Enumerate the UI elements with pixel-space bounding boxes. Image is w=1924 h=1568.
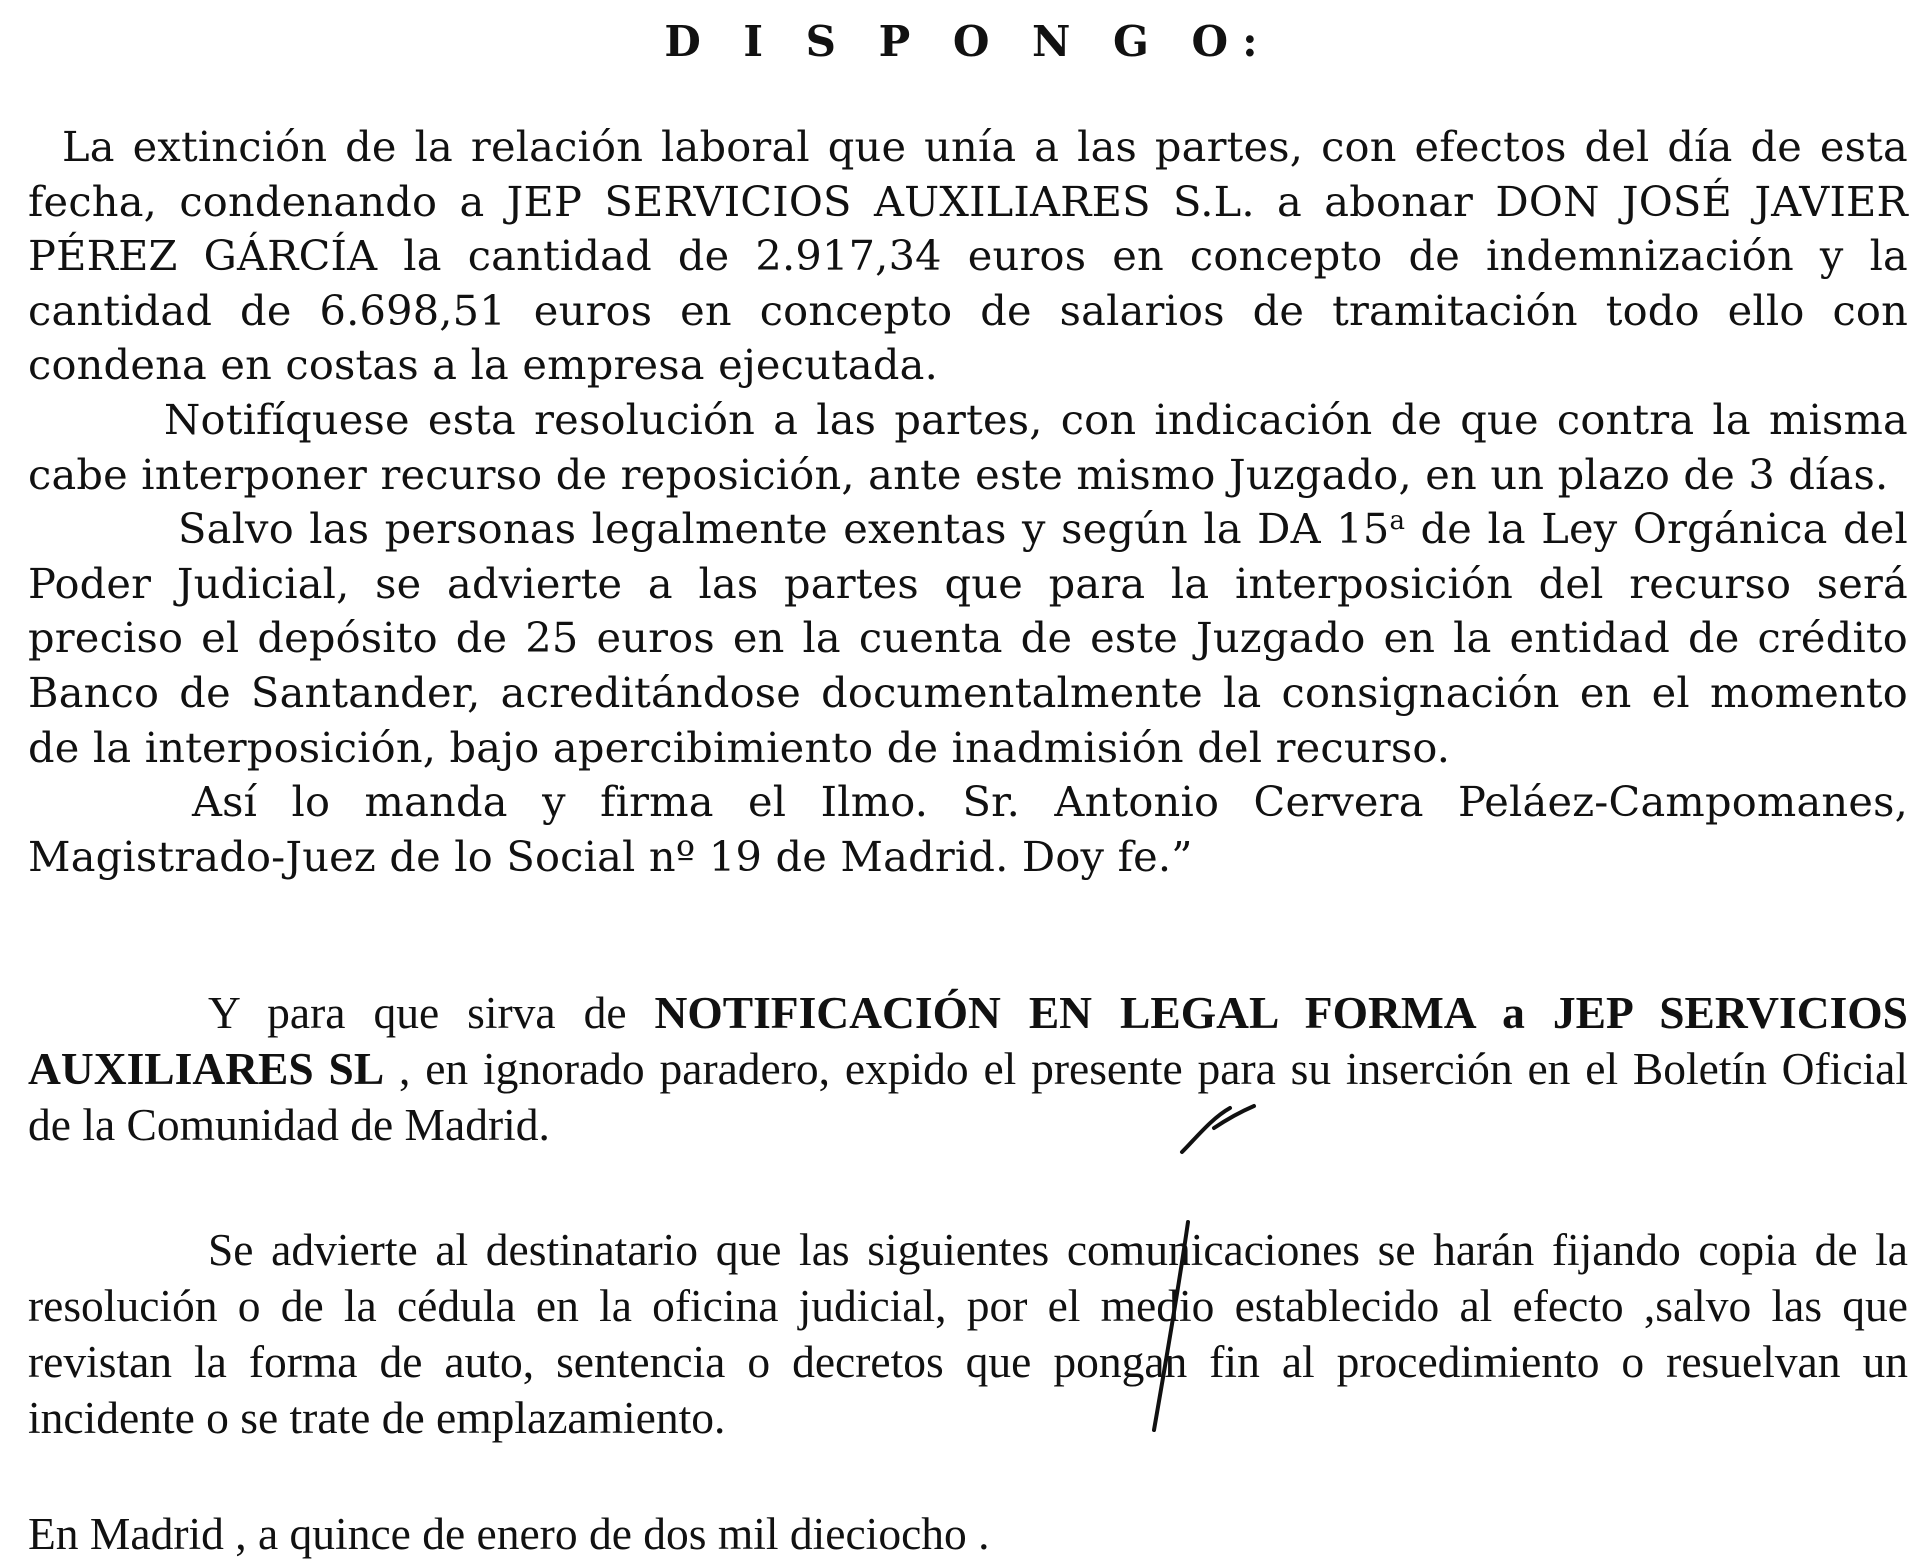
warning-paragraph — [28, 1222, 1908, 1446]
notification-text — [28, 985, 1908, 1153]
notification-paragraph — [28, 985, 1908, 1153]
ordinal-superscript: a — [1389, 506, 1406, 537]
closing-text: En Madrid , a quince de enero de dos mil dieciocho . — [28, 1508, 990, 1559]
resolution-body — [28, 120, 1908, 884]
warning-text-wrapper — [28, 1222, 1908, 1446]
warning-text: Se advierte al destinatario que las siguientes comunicaciones se harán fijando copia de la resolución o de la cédula en la oficina judicial, por el medio establecido al efecto ,salvo las que revistan la forma de auto, sentencia o decretos que pongan fin al procedimiento o resuelvan un incidente o se trate de emplazamiento. — [28, 1224, 1908, 1443]
paragraph-extinction-text: La extinción de la relación laboral que unía a las partes, con efectos del día de esta fecha, condenando a JEP SERVICIOS AUXILIARES S.L. a abonar DON JOSÉ JAVIER PÉREZ GÁRCÍA la cantidad de 2.917,34 euros en concepto de indemnización y la cantidad de 6.698,51 euros en concepto de salarios de tramitación todo ello con condena en costas a la empresa ejecutada. — [28, 122, 1908, 390]
paragraph-notification-order-text: Notifíquese esta resolución a las partes, con indicación de que contra la misma cabe interponer recurso de reposición, ante este mismo Juzgado, en un plazo de 3 días. — [28, 394, 1908, 499]
paragraph-signature-text: Así lo manda y firma el Ilmo. Sr. Antonio Cervera Peláez-Campomanes, Magistrado-Juez de lo Social nº 19 de Madrid. Doy fe.” — [28, 777, 1908, 881]
paragraph-notification-order — [28, 393, 1908, 502]
paragraph-deposit — [28, 502, 1908, 775]
document-page — [28, 0, 1908, 1568]
paragraph-signature — [28, 775, 1908, 884]
paragraph-deposit-text-a: Salvo las personas legalmente exentas y según la DA 15 — [178, 504, 1390, 554]
paragraph-deposit-text-b: de la Ley Orgánica del Poder Judicial, se advierte a las partes que para la interposición del recurso será preciso el depósito de 25 euros en la cuenta de este Juzgado en la entidad de crédito Banco de Santander, acreditándose documentalmente la consignación en el momento de la interposición, bajo apercibimiento de inadmisión del recurso. — [28, 504, 1908, 772]
paragraph-extinction — [28, 120, 1908, 393]
closing-paragraph — [28, 1506, 1908, 1562]
notification-rest: , en ignorado paradero, expido el presente para su inserción en el Boletín Oficial de la Comunidad de Madrid. — [28, 1043, 1908, 1150]
closing-text-wrapper — [28, 1506, 1908, 1562]
resolution-heading: D I S P O N G O: — [664, 17, 1272, 66]
notification-intro: Y para que sirva de — [208, 987, 655, 1038]
notification-bold: NOTIFICACIÓN EN LEGAL FORMA a JEP SERVICIOS AUXILIARES SL — [28, 987, 1908, 1094]
